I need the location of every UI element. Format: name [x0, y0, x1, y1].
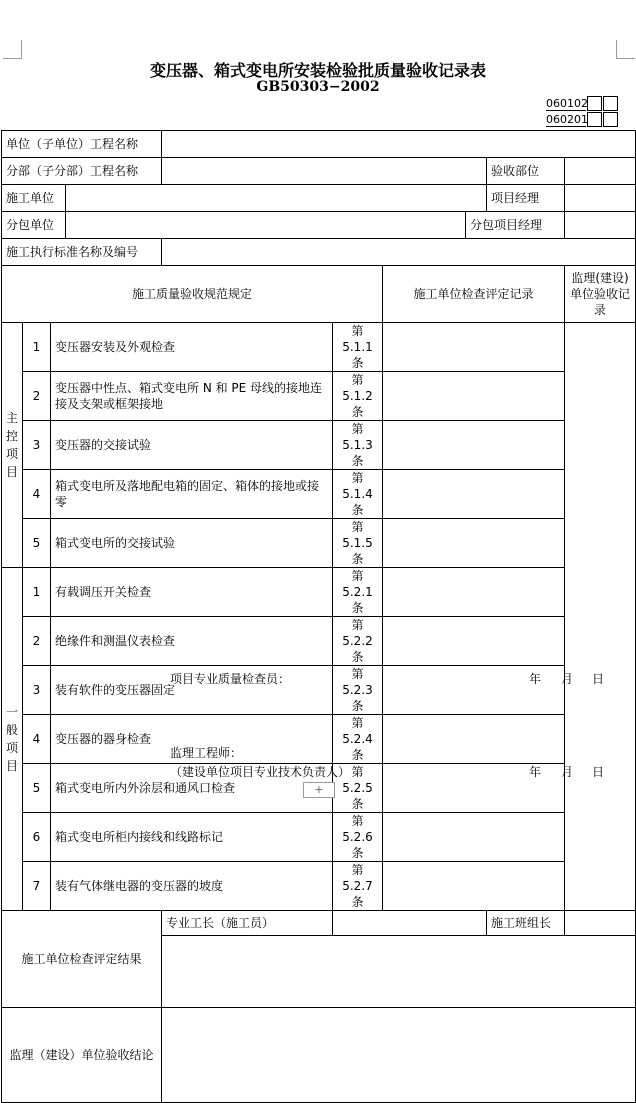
item-clause: 第 5.1.3 条 — [333, 421, 383, 470]
info-row-subproject — [2, 158, 636, 185]
check-record-cell[interactable] — [383, 715, 565, 764]
item-text: 箱式变电所及落地配电箱的固定、箱体的接地或接零 — [51, 470, 333, 519]
code-input-box[interactable] — [603, 112, 618, 127]
item-text: 变压器安装及外观检查 — [51, 323, 333, 372]
year-label: 年 — [529, 765, 542, 779]
table-row — [2, 323, 636, 372]
item-text: 装有气体继电器的变压器的坡度 — [51, 862, 333, 911]
add-row-button[interactable]: + — [303, 782, 335, 798]
standard-name-field[interactable] — [162, 239, 636, 266]
item-text: 箱式变电所的交接试验 — [51, 519, 333, 568]
item-text: 变压器的交接试验 — [51, 421, 333, 470]
item-number: 5 — [23, 764, 51, 813]
document-title: 变压器、箱式变电所安装检验批质量验收记录表 — [149, 61, 486, 80]
tech-lead-label: （建设单位项目专业技术负责人） — [170, 765, 351, 779]
check-record-cell[interactable] — [383, 813, 565, 862]
check-record-header: 施工单位检查评定记录 — [383, 266, 565, 323]
table-row — [2, 568, 636, 617]
day-label: 日 — [592, 672, 605, 686]
code-input-box[interactable] — [587, 96, 602, 111]
acceptance-part-label: 验收部位 — [487, 158, 565, 185]
inspector-label: 项目专业质量检查员： — [170, 672, 291, 686]
supervision-header: 监理(建设)单位验收记录 — [565, 266, 636, 323]
construction-result-field[interactable] — [162, 936, 636, 1008]
general-items-label: 一般项目 — [2, 568, 23, 911]
item-number: 2 — [23, 617, 51, 666]
item-number: 4 — [23, 470, 51, 519]
sub-project-field[interactable] — [162, 158, 487, 185]
construction-result-row — [2, 911, 636, 936]
supervision-result-field[interactable] — [162, 1008, 636, 1103]
form-code-2 — [546, 112, 618, 127]
project-manager-label: 项目经理 — [487, 185, 565, 212]
check-record-cell[interactable] — [383, 568, 565, 617]
month-label: 月 — [561, 672, 574, 686]
team-leader-label: 施工班组长 — [487, 911, 565, 936]
item-number: 1 — [23, 568, 51, 617]
check-record-cell[interactable] — [383, 421, 565, 470]
corner-mark-left — [3, 40, 22, 59]
check-record-cell[interactable] — [383, 470, 565, 519]
item-text: 箱式变电所柜内接线和线路标记 — [51, 813, 333, 862]
project-manager-field[interactable] — [565, 185, 636, 212]
item-number: 5 — [23, 519, 51, 568]
table-header-row — [2, 266, 636, 323]
construction-result-label: 施工单位检查评定结果 — [2, 911, 162, 1008]
standard-code: GB50303−2002 — [256, 79, 380, 95]
supervision-cell[interactable] — [565, 323, 636, 911]
main-items-label: 主控项目 — [2, 323, 23, 568]
standard-name-label: 施工执行标准名称及编号 — [2, 239, 162, 266]
engineer-label: 监理工程师： — [170, 746, 243, 760]
item-clause: 第 5.1.4 条 — [333, 470, 383, 519]
item-clause: 第 5.2.7 条 — [333, 862, 383, 911]
item-clause: 第 5.2.1 条 — [333, 568, 383, 617]
check-record-cell[interactable] — [383, 617, 565, 666]
team-leader-field[interactable] — [565, 911, 636, 936]
construction-unit-label: 施工单位 — [2, 185, 66, 212]
item-clause: 第 5.2.3 条 — [333, 666, 383, 715]
subcontract-manager-label: 分包项目经理 — [466, 212, 565, 239]
table-row — [2, 617, 636, 666]
unit-project-field[interactable] — [162, 131, 636, 158]
item-text: 装有软件的变压器固定 — [51, 666, 333, 715]
day-label: 日 — [592, 765, 605, 779]
item-clause: 第 5.2.6 条 — [333, 813, 383, 862]
item-clause: 第 5.2.4 条 — [333, 715, 383, 764]
supervision-result-row — [2, 1008, 636, 1103]
spec-header: 施工质量验收规范规定 — [2, 266, 383, 323]
item-number: 4 — [23, 715, 51, 764]
item-text: 变压器的器身检查 — [51, 715, 333, 764]
sub-project-label: 分部（子分部）工程名称 — [2, 158, 162, 185]
check-record-cell[interactable] — [383, 862, 565, 911]
item-text: 箱式变电所内外涂层和通风口检查 — [51, 764, 333, 813]
subcontract-unit-field[interactable] — [66, 212, 466, 239]
item-number: 2 — [23, 372, 51, 421]
check-record-cell[interactable] — [383, 323, 565, 372]
item-number: 6 — [23, 813, 51, 862]
inspection-table — [1, 130, 636, 1103]
item-number: 3 — [23, 666, 51, 715]
check-record-cell[interactable] — [383, 519, 565, 568]
form-code-1 — [546, 96, 618, 111]
unit-project-label: 单位（子单位）工程名称 — [2, 131, 162, 158]
subcontract-manager-field[interactable] — [565, 212, 636, 239]
table-row — [2, 372, 636, 421]
code-input-box[interactable] — [587, 112, 602, 127]
info-row-construction — [2, 185, 636, 212]
table-row — [2, 421, 636, 470]
item-clause: 第 5.1.1 条 — [333, 323, 383, 372]
item-clause: 第 5.2.5 条 — [333, 764, 383, 813]
foreman-label: 专业工长（施工员） — [162, 911, 333, 936]
info-row-standard — [2, 239, 636, 266]
table-row — [2, 862, 636, 911]
table-row — [2, 470, 636, 519]
table-row — [2, 715, 636, 764]
item-clause: 第 5.1.2 条 — [333, 372, 383, 421]
item-text: 有载调压开关检查 — [51, 568, 333, 617]
item-text: 变压器中性点、箱式变电所 N 和 PE 母线的接地连接及支架或框架接地 — [51, 372, 333, 421]
construction-unit-field[interactable] — [66, 185, 487, 212]
form-code-number: 060102 — [546, 96, 588, 110]
item-clause: 第 5.2.2 条 — [333, 617, 383, 666]
check-record-cell[interactable] — [383, 372, 565, 421]
code-input-box[interactable] — [603, 96, 618, 111]
corner-mark-right — [616, 40, 635, 59]
table-row — [2, 519, 636, 568]
acceptance-part-field[interactable] — [565, 158, 636, 185]
item-number: 7 — [23, 862, 51, 911]
item-text: 绝缘件和测温仪表检查 — [51, 617, 333, 666]
subcontract-unit-label: 分包单位 — [2, 212, 66, 239]
form-code-number: 060201 — [546, 112, 588, 126]
item-number: 1 — [23, 323, 51, 372]
info-row-subcontract — [2, 212, 636, 239]
supervision-result-label: 监理（建设）单位验收结论 — [2, 1008, 162, 1103]
item-clause: 第 5.1.5 条 — [333, 519, 383, 568]
table-row — [2, 813, 636, 862]
item-number: 3 — [23, 421, 51, 470]
foreman-field[interactable] — [333, 911, 487, 936]
year-label: 年 — [529, 672, 542, 686]
month-label: 月 — [561, 765, 574, 779]
info-row-unit — [2, 131, 636, 158]
